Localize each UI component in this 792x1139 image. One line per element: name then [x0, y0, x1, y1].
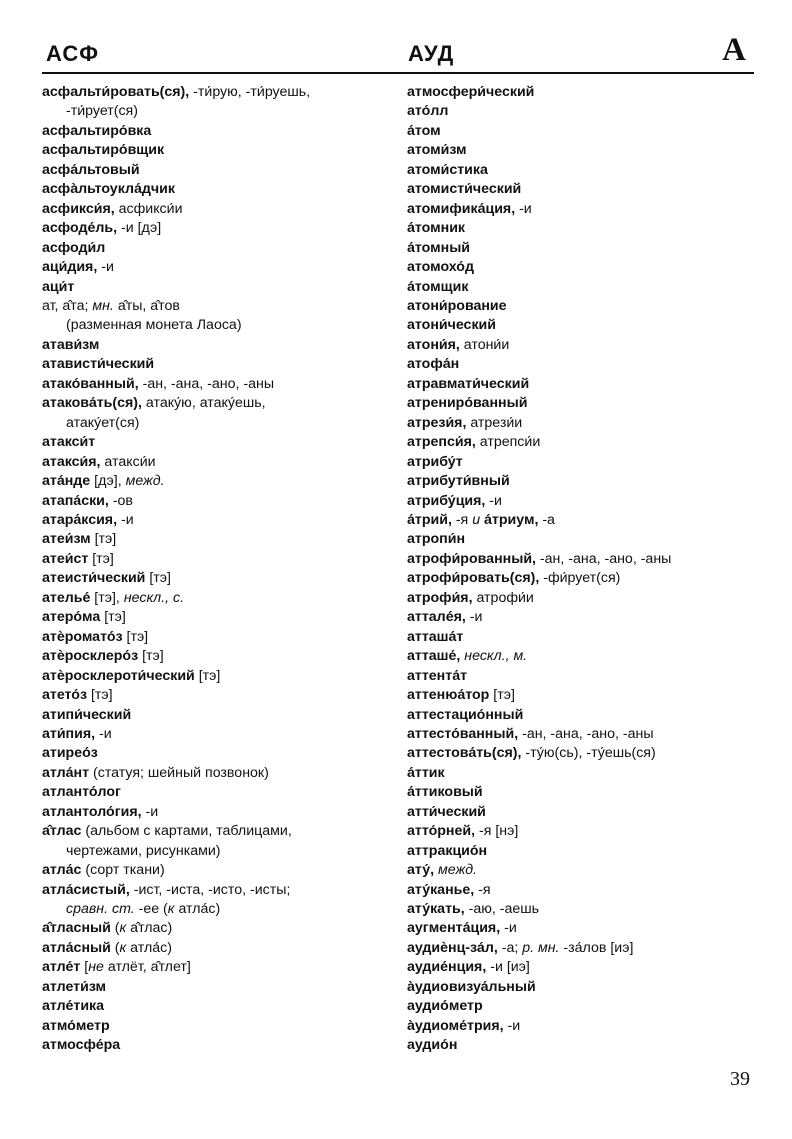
headword: а́томный	[407, 239, 471, 256]
entry-text: -ее (	[134, 901, 168, 918]
headword: атони́я,	[407, 336, 460, 353]
dictionary-entry	[42, 725, 397, 744]
entry-text: -ан, -ана, -ано, -аны	[138, 375, 275, 392]
right-column	[407, 83, 759, 1056]
headword: атеи́ст	[42, 550, 89, 567]
grammar-note: к	[119, 920, 127, 937]
headword: атапа́ски,	[42, 492, 109, 509]
entry-text: (	[110, 920, 120, 937]
headword: атрофи́рованный,	[407, 550, 536, 567]
dictionary-entry	[42, 939, 397, 958]
entry-text: -и	[503, 1017, 521, 1034]
headword: ателье́	[42, 589, 91, 606]
dictionary-entry	[407, 278, 759, 297]
dictionary-entry	[42, 803, 397, 822]
grammar-note: и	[472, 511, 481, 528]
entry-text: атла́с)	[126, 939, 172, 956]
headword: атрибу́ция,	[407, 492, 486, 509]
entry-text: [тэ]	[87, 687, 113, 704]
headword: аттенюа́тор	[407, 687, 490, 704]
headword: а̂тласный	[42, 920, 111, 937]
headword: атла́с	[42, 862, 82, 879]
headword: атако́ванный,	[42, 375, 139, 392]
dictionary-entry	[407, 530, 759, 549]
headword: ату́кать,	[407, 901, 465, 918]
dictionary-entry	[42, 881, 397, 900]
dictionary-entry	[42, 414, 397, 433]
dictionary-entry	[407, 375, 759, 394]
entry-text: а̂тлас)	[126, 920, 173, 937]
headword: ату́канье,	[407, 881, 475, 898]
entry-text: -ту́ю(сь), -ту́ешь(ся)	[521, 745, 656, 762]
entry-text: атлёт, а̂тлет]	[103, 959, 191, 976]
headword: а́ттиковый	[407, 784, 483, 801]
headword: атара́ксия,	[42, 511, 118, 528]
entry-text: -ан, -ана, -ано, -аны	[535, 550, 672, 567]
entry-text: [тэ]	[88, 550, 114, 567]
headword: аттесто́ванный,	[407, 725, 519, 742]
dictionary-entry	[407, 900, 759, 919]
headword: а́том	[407, 122, 441, 139]
headword: атони́рование	[407, 297, 507, 314]
entry-text: атла́с)	[174, 901, 221, 918]
entry-text: -и [дэ]	[117, 220, 162, 237]
entry-text: [дэ],	[90, 473, 126, 490]
dictionary-entry	[42, 453, 397, 472]
grammar-note: нескл., м.	[464, 648, 528, 665]
headword: атомифика́ция,	[407, 200, 516, 217]
dictionary-entry	[42, 1036, 397, 1055]
headword: атрибути́вный	[407, 473, 510, 490]
entry-text: (сорт ткани)	[81, 862, 165, 879]
entry-text: [тэ]	[489, 687, 515, 704]
dictionary-entry	[407, 161, 759, 180]
headword: атеро́ма	[42, 609, 101, 626]
headword: а́триум,	[480, 511, 539, 528]
dictionary-entry	[42, 336, 397, 355]
dictionary-entry	[42, 355, 397, 374]
entry-text: атрези́и	[466, 414, 523, 431]
headword: атеи́зм	[42, 531, 91, 548]
headword: аттестацио́нный	[407, 706, 524, 723]
grammar-note: нескл., с.	[123, 589, 185, 606]
headword: а̀удиоме́трия,	[407, 1017, 504, 1034]
headword: а́томник	[407, 220, 466, 237]
headword: атипи́ческий	[42, 706, 132, 723]
entry-text: (статуя; шейный позвонок)	[89, 764, 269, 781]
entry-text: атони́и	[459, 336, 510, 353]
headword: атропи́н	[407, 531, 466, 548]
headword: аттестова́ть(ся),	[407, 745, 522, 762]
dictionary-entry	[407, 842, 759, 861]
dictionary-entry	[42, 608, 397, 627]
dictionary-entry	[407, 686, 759, 705]
grammar-note: мн.	[92, 297, 114, 314]
headword: атоми́стика	[407, 161, 488, 178]
headword: атле́тика	[42, 998, 105, 1015]
entry-text: -и	[500, 920, 517, 937]
dictionary-entry	[407, 83, 759, 102]
dictionary-entry	[407, 939, 759, 958]
headword: асфа̀льтоукла́дчик	[42, 181, 175, 198]
right-guide-word: АУД	[408, 41, 455, 66]
headword: атмосфери́ческий	[407, 84, 535, 100]
dictionary-entry	[42, 297, 397, 316]
entry-text: асфикси́и	[114, 200, 183, 217]
entry-text: (разменная монета Лаоса)	[66, 317, 242, 334]
dictionary-entry	[407, 355, 759, 374]
dictionary-entry	[407, 472, 759, 491]
entry-text: [тэ]	[145, 570, 171, 587]
dictionary-entry	[42, 550, 397, 569]
entry-text: атакси́и	[100, 453, 156, 470]
headword: атрофи́я,	[407, 589, 473, 606]
entry-text: -ов	[108, 492, 133, 509]
headword: атето́з	[42, 687, 88, 704]
dictionary-entry	[42, 919, 397, 938]
grammar-note: сравн. ст.	[66, 901, 135, 918]
headword: асфальтиро́вщик	[42, 142, 165, 159]
headword: асфикси́я,	[42, 200, 115, 217]
entry-text: -и	[117, 511, 134, 528]
dictionary-entry	[407, 258, 759, 277]
headword: аци́дия,	[42, 259, 98, 276]
headword: атле́т	[42, 959, 81, 976]
dictionary-entry	[407, 180, 759, 199]
entry-text: [	[80, 959, 89, 976]
headword: асфоде́ль,	[42, 220, 118, 237]
page-number: 39	[730, 1068, 750, 1090]
headword: атмосфе́ра	[42, 1037, 121, 1054]
entry-text: -за́лов [иэ]	[559, 939, 634, 956]
entry-text: -ист, -иста, -исто, -исты;	[129, 881, 291, 898]
dictionary-entry	[42, 978, 397, 997]
entry-text: -аю, -аешь	[464, 901, 540, 918]
dictionary-entry	[407, 122, 759, 141]
headword: ату́,	[407, 862, 435, 879]
headword: атависти́ческий	[42, 356, 155, 373]
dictionary-entry	[42, 316, 397, 335]
headword: атирео́з	[42, 745, 98, 762]
grammar-note: р. мн.	[522, 939, 560, 956]
headword: аттракцио́н	[407, 842, 488, 859]
entry-text: атрофи́и	[472, 589, 534, 606]
dictionary-entry	[42, 628, 397, 647]
headword: асфальти́ровать(ся),	[42, 84, 190, 100]
entry-text: (альбом с картами, таблицами,	[81, 823, 292, 840]
headword: ата́нде	[42, 473, 91, 490]
headword: ати́пия,	[42, 725, 96, 742]
entry-text: -и [иэ]	[486, 959, 530, 976]
headword: ато́лл	[407, 103, 449, 120]
dictionary-entry	[407, 141, 759, 160]
dictionary-entry	[407, 569, 759, 588]
dictionary-entry	[407, 725, 759, 744]
headword: аугмента́ция,	[407, 920, 501, 937]
entry-text: -я	[474, 881, 491, 898]
headword: аудиѐнц-за́л,	[407, 939, 498, 956]
dictionary-entry	[42, 589, 397, 608]
dictionary-entry	[42, 569, 397, 588]
headword: атомохо́д	[407, 259, 474, 276]
entry-text: ат, а̂та;	[42, 297, 93, 314]
dictionary-entry	[42, 433, 397, 452]
dictionary-entry	[42, 141, 397, 160]
entry-text: -и	[95, 725, 112, 742]
dictionary-entry	[407, 822, 759, 841]
grammar-note: к	[119, 939, 127, 956]
dictionary-entry	[42, 375, 397, 394]
dictionary-entry	[407, 102, 759, 121]
entry-text: [тэ],	[90, 589, 124, 606]
headword: атакова́ть(ся),	[42, 395, 142, 412]
entry-text: а̂ты, а̂тов	[113, 297, 180, 314]
headword: асфальтиро́вка	[42, 122, 152, 139]
entry-text: атаку́ет(ся)	[66, 414, 140, 431]
dictionary-entry	[407, 803, 759, 822]
headword: атмо́метр	[42, 1017, 110, 1034]
dictionary-entry	[42, 530, 397, 549]
headword: атави́зм	[42, 336, 100, 353]
headword: аттента́т	[407, 667, 468, 684]
dictionary-entry	[42, 686, 397, 705]
dictionary-entry	[42, 1017, 397, 1036]
dictionary-entry	[42, 492, 397, 511]
entry-text: -ан, -ана, -ано, -аны	[518, 725, 654, 742]
dictionary-entry	[42, 180, 397, 199]
headword: а́трий,	[407, 511, 452, 528]
dictionary-entry	[42, 200, 397, 219]
headword: атрофи́ровать(ся),	[407, 570, 540, 587]
headword: атташе́,	[407, 648, 461, 665]
entry-text: -я [нэ]	[475, 823, 519, 840]
headword: а́ттик	[407, 764, 445, 781]
headword: а́томщик	[407, 278, 469, 295]
headword: атѐромато́з	[42, 628, 123, 645]
headword: атравмати́ческий	[407, 375, 530, 392]
dictionary-entry	[407, 744, 759, 763]
entry-text: [тэ]	[194, 667, 221, 684]
dictionary-entry	[407, 881, 759, 900]
headword: атѐросклеро́з	[42, 648, 139, 665]
left-guide-word: АСФ	[46, 41, 100, 66]
headword: асфоди́л	[42, 239, 106, 256]
headword: аудио́н	[407, 1037, 458, 1054]
headword: атѐросклероти́ческий	[42, 667, 195, 684]
header-rule	[42, 72, 754, 74]
entry-text: [тэ]	[122, 628, 149, 645]
dictionary-entry	[42, 764, 397, 783]
dictionary-entry	[407, 958, 759, 977]
dictionary-entry	[42, 83, 397, 102]
dictionary-entry	[42, 958, 397, 977]
dictionary-entry	[407, 608, 759, 627]
dictionary-entry	[42, 472, 397, 491]
left-column	[42, 83, 397, 1056]
dictionary-entry	[407, 200, 759, 219]
dictionary-entry	[407, 764, 759, 783]
headword: атлети́зм	[42, 978, 107, 995]
entry-text: [тэ]	[138, 648, 164, 665]
grammar-note: межд.	[437, 862, 477, 879]
dictionary-entry	[407, 647, 759, 666]
dictionary-entry	[42, 667, 397, 686]
headword: атофа́н	[407, 356, 460, 373]
entry-text: атрепси́и	[475, 434, 541, 451]
headword: атеисти́ческий	[42, 570, 146, 587]
dictionary-entry	[407, 861, 759, 880]
dictionary-entry	[407, 453, 759, 472]
headword: аудио́метр	[407, 998, 483, 1015]
headword: атла́нт	[42, 764, 90, 781]
headword: атталéя,	[407, 609, 466, 626]
dictionary-entry	[42, 900, 397, 919]
dictionary-entry	[407, 997, 759, 1016]
dictionary-entry	[42, 219, 397, 238]
dictionary-entry	[42, 394, 397, 413]
entry-text: [тэ]	[100, 609, 126, 626]
dictionary-entry	[407, 219, 759, 238]
headword: атлантоло́гия,	[42, 803, 142, 820]
headword: асфа́льтовый	[42, 161, 140, 178]
grammar-note: к	[167, 901, 175, 918]
headword: атрепси́я,	[407, 434, 476, 451]
entry-text: -ти́рую, -ти́руешь,	[189, 84, 311, 100]
dictionary-entry	[42, 278, 397, 297]
entry-text: -и	[515, 200, 532, 217]
dictionary-entry	[42, 783, 397, 802]
dictionary-entry	[407, 978, 759, 997]
dictionary-entry	[407, 919, 759, 938]
headword: атоми́зм	[407, 142, 467, 159]
dictionary-entry	[407, 316, 759, 335]
dictionary-entry	[42, 258, 397, 277]
headword: атрибу́т	[407, 453, 463, 470]
dictionary-entry	[42, 706, 397, 725]
dictionary-entry	[407, 550, 759, 569]
dictionary-entry	[407, 336, 759, 355]
entry-text: -а	[538, 511, 555, 528]
headword: атла́сный	[42, 939, 111, 956]
entry-text: -я	[451, 511, 473, 528]
dictionary-entry	[42, 122, 397, 141]
headword: атакси́т	[42, 434, 96, 451]
headword: аци́т	[42, 278, 75, 295]
headword: атто́рней,	[407, 823, 476, 840]
entry-text: (	[110, 939, 120, 956]
headword: атланто́лог	[42, 784, 121, 801]
dictionary-entry	[407, 492, 759, 511]
dictionary-entry	[407, 239, 759, 258]
entry-text: -и	[97, 259, 114, 276]
entry-text: -и	[485, 492, 502, 509]
dictionary-entry	[42, 744, 397, 763]
entry-text: [тэ]	[90, 531, 117, 548]
dictionary-entry	[407, 1017, 759, 1036]
headword: а̀удиовизуа́льный	[407, 978, 536, 995]
headword: атакси́я,	[42, 453, 101, 470]
dictionary-entry	[42, 511, 397, 530]
dictionary-entry	[407, 667, 759, 686]
headword: атти́ческий	[407, 803, 486, 820]
dictionary-entry	[407, 628, 759, 647]
entry-text: -и	[465, 609, 483, 626]
dictionary-entry	[42, 161, 397, 180]
dictionary-entry	[407, 414, 759, 433]
dictionary-entry	[407, 297, 759, 316]
dictionary-entry	[407, 706, 759, 725]
headword: аудие́нция,	[407, 959, 487, 976]
dictionary-entry	[42, 997, 397, 1016]
entry-text: чертежами, рисунками)	[66, 842, 221, 859]
entry-text: -ти́рует(ся)	[66, 103, 138, 120]
dictionary-entry	[407, 783, 759, 802]
headword: атрениро́ванный	[407, 395, 528, 412]
dictionary-entry	[42, 647, 397, 666]
headword: атомисти́ческий	[407, 181, 522, 198]
dictionary-entry	[42, 102, 397, 121]
entry-text: -а;	[497, 939, 523, 956]
dictionary-entry	[42, 822, 397, 841]
entry-text: атаку́ю, атаку́ешь,	[141, 395, 266, 412]
dictionary-entry	[407, 589, 759, 608]
dictionary-entry	[407, 1036, 759, 1055]
entry-text: -и	[141, 803, 159, 820]
headword: атташа́т	[407, 628, 464, 645]
entry-text: -фи́рует(ся)	[539, 570, 621, 587]
headword: атрези́я,	[407, 414, 467, 431]
section-letter: А	[722, 32, 746, 68]
headword: а̂тлас	[42, 823, 82, 840]
dictionary-entry	[407, 433, 759, 452]
dictionary-entry	[42, 842, 397, 861]
dictionary-entry	[42, 861, 397, 880]
dictionary-entry	[42, 239, 397, 258]
dictionary-entry	[407, 511, 759, 530]
grammar-note: не	[88, 959, 104, 976]
grammar-note: межд.	[125, 473, 165, 490]
headword: атони́ческий	[407, 317, 496, 334]
dictionary-entry	[407, 394, 759, 413]
headword: атла́систый,	[42, 881, 130, 898]
